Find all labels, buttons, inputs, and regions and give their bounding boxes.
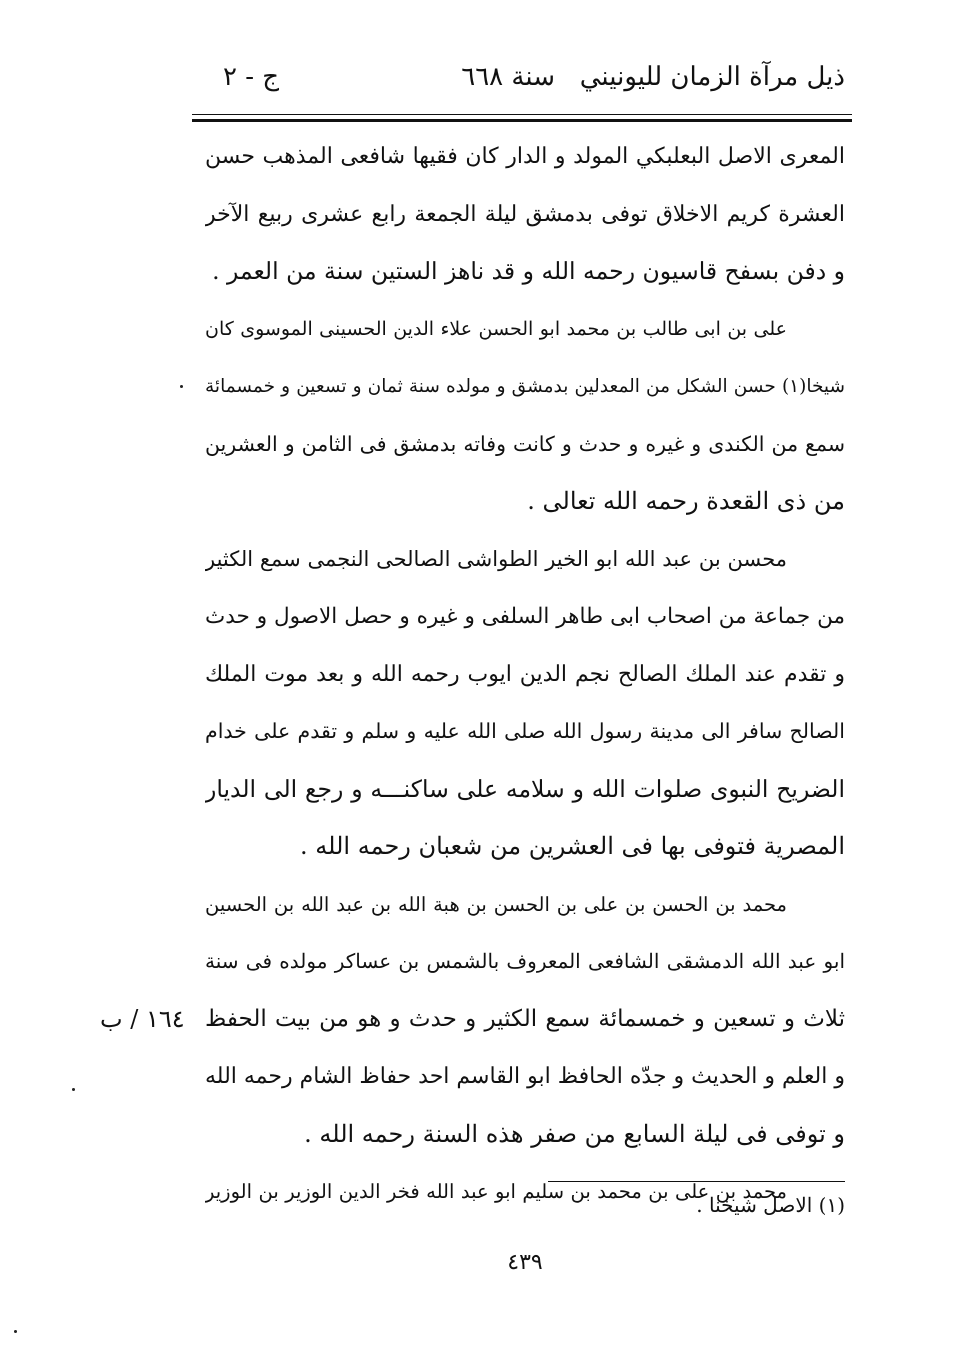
running-head	[205, 62, 845, 106]
footnote-rule	[548, 1181, 845, 1182]
text-line: و العلم و الحديث و جدّه الحافظ ابو القاسم احد حفاظ الشام رحمه الله	[205, 1064, 845, 1089]
running-head-title: ذيل مرآة الزمان لليونيني	[579, 62, 845, 92]
text-line: من ذى القعدة رحمه الله تعالى .	[527, 487, 845, 515]
entry-first-line: على بن ابى طالب بن محمد ابو الحسن علاء الدين الحسينى الموسوى كان	[205, 317, 787, 340]
scan-speck	[180, 385, 183, 388]
text-line: و توفى فى ليلة السابع من صفر هذه السنة رحمه الله .	[304, 1119, 845, 1148]
text-line: ثلاث و تسعين و خمسمائة سمع الكثير و حدث و هو من بيت الحفظ	[205, 1005, 845, 1032]
text-line: و دفن بسفح قاسيون رحمه الله و قد ناهز الستين سنة من العمر .	[212, 257, 845, 285]
entry-first-line: محمد بن الحسن بن على بن الحسن بن هبة الله بن عبد الله بن الحسين	[205, 892, 787, 916]
running-head-year: سنة ٦٦٨	[461, 62, 555, 92]
scan-speck	[72, 1088, 75, 1091]
text-line: المعرى الاصل البعلبكي المولد و الدار كان فقيها شافعى المذهب حسن	[205, 144, 845, 169]
header-rule-thin	[192, 114, 852, 115]
entry-first-line: محسن بن عبد الله ابو الخير الطواشى الصالحى النجمى سمع الكثير	[205, 546, 787, 571]
text-line: شيخا(١) حسن الشكل من المعدلين بدمشق و مولده سنة ثمان و تسعين و خمسمائة	[205, 376, 845, 397]
text-line: المصرية فتوفى بها فى العشرين من شعبان رحمه الله .	[300, 832, 845, 860]
scan-speck	[14, 1330, 17, 1333]
margin-folio-note: ١٦٤ / ب	[100, 1005, 185, 1033]
text-line: من جماعة من اصحاب ابى طاهر السلفى و غيره و حصل الاصول و حدث	[205, 604, 845, 629]
text-line: ابو عبد الله الدمشقى الشافعى المعروف بالشمس بن عساكر مولده فى سنة	[205, 949, 845, 973]
text-line: الضريح النبوى صلوات الله و سلامه على ساكنـــه و رجع الى الديار	[205, 774, 845, 803]
running-head-volume: ج - ٢	[223, 62, 280, 92]
body-text	[205, 128, 845, 1221]
text-line: سمع من الكندى و غيره و حدث و كانت وفاته بدمشق فى الثامن و العشرين	[205, 431, 845, 456]
text-line: الصالح سافر الى مدينة رسول الله صلى الله عليه و سلم و تقدم على خدام	[205, 719, 845, 743]
text-line: العشرة كريم الاخلاق توفى بدمشق ليلة الجمعة رابع عشرى ربيع الآخر	[205, 201, 845, 227]
header-rule-thick	[192, 119, 852, 122]
text-line: و تقدم عند الملك الصالح نجم الدين ايوب رحمه الله و بعد موت الملك	[205, 661, 845, 687]
footnote: (١) الاصل شيخنا .	[696, 1193, 845, 1217]
entry-first-line: محمد بن على بن محمد بن سليم ابو عبد الله فخر الدين الوزير بن الوزير	[205, 1180, 787, 1203]
page-number: ٤٣٩	[507, 1250, 543, 1275]
